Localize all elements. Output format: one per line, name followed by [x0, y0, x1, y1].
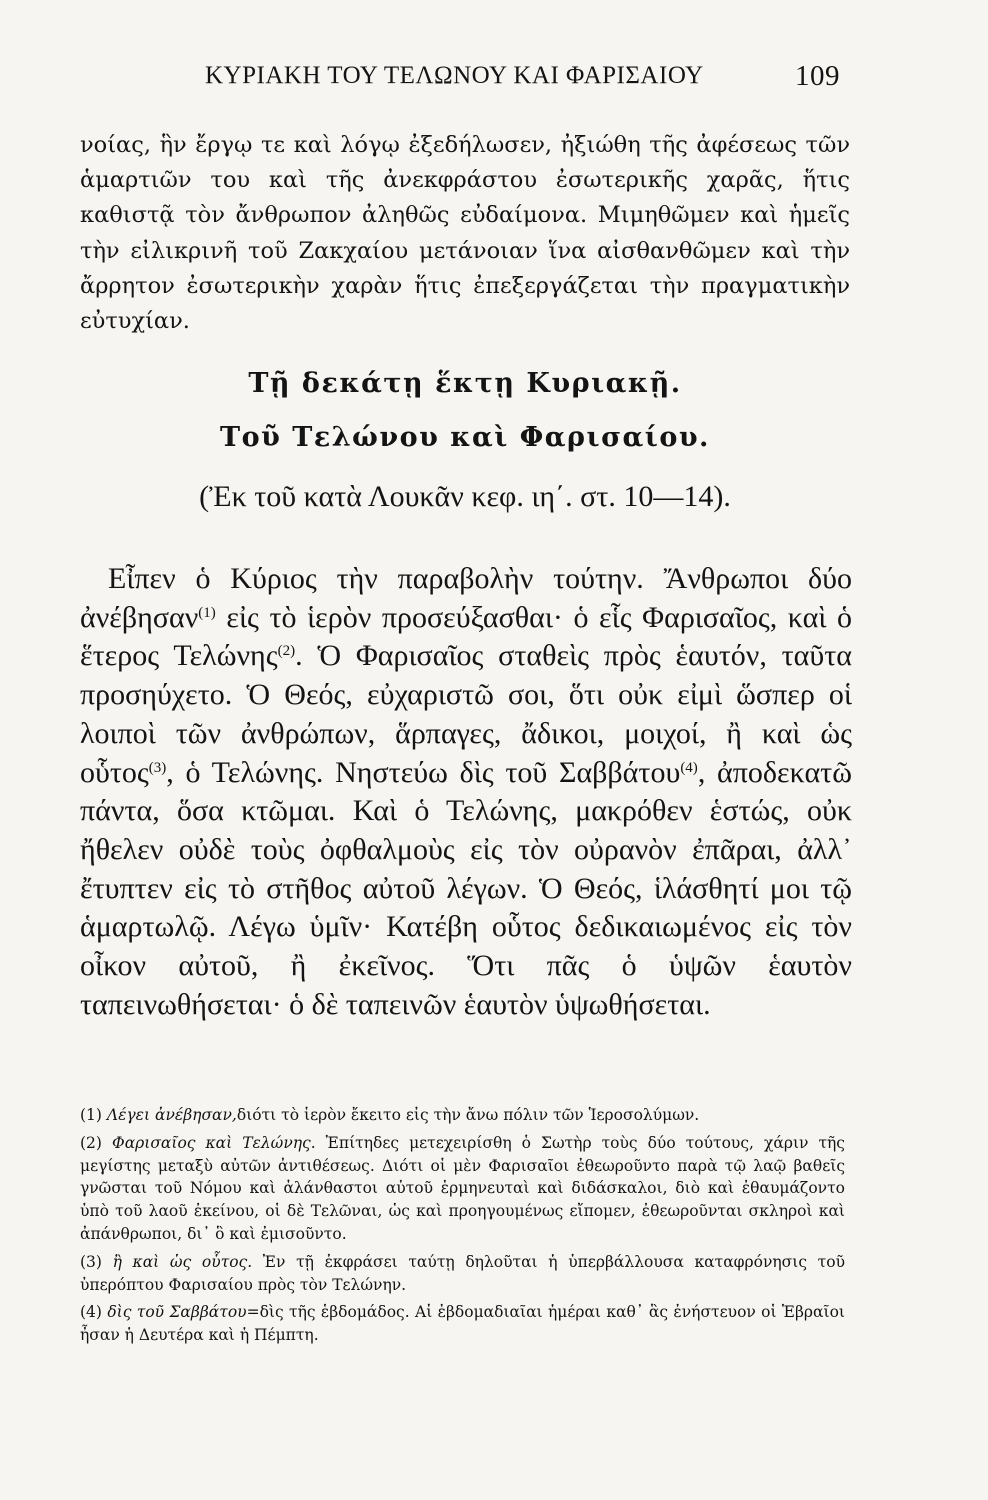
gospel-segment: εἰς τὸ ἱερὸν προσεύξασθαι· ὁ εἷς Φαρισαῖος, καὶ ὁ ἕτερος Τελώνης: [80, 600, 852, 673]
gospel-segment: . Ὁ Φαρισαῖος σταθεὶς πρὸς ἑαυτόν, ταῦτα προσηύχετο. Ὁ Θεός, εὐχαριστῶ σοι, ὅτι οὐκ εἰμὶ ὥσπερ οἱ λοιποὶ τῶν ἀνθρώπων, ἅρπαγες, ἄδικοι, μοιχοί, ἢ καὶ ὡς οὗτος: [80, 639, 853, 789]
page-number: 109: [795, 60, 840, 92]
gospel-segment: , ἀποδεκατῶ πάντα, ὅσα κτῶμαι. Καὶ ὁ Τελώνης, μακρόθεν ἑστώς, οὐκ ἤθελεν οὐδὲ τοὺς ὀφθαλμοὺς εἰς τὸν οὐρανὸν ἐπᾶραι, ἀλλ᾿ ἔτυπτεν εἰς τὸ στῆθος αὐτοῦ λέγων. Ὁ Θεός, ἱλάσθητί μοι τῷ ἁμαρτωλῷ. Λέγω ὑμῖν· Κατέβη οὗτος δεδικαιωμένος εἰς τὸν οἶκον αὐτοῦ, ἢ ἐκεῖνος. Ὅτι πᾶς ὁ ὑψῶν ἑαυτὸν ταπεινωθήσεται· ὁ δὲ ταπεινῶν ἑαυτὸν ὑψωθήσεται.: [80, 755, 852, 1021]
footnote-text: Ἐν τῇ ἐκφράσει ταύτῃ δηλοῦται ἡ ὑπερβάλλουσα καταφρόνησις τοῦ ὑπερόπτου Φαρισαίου πρὸς τὸν Τελώνην.: [80, 1252, 845, 1294]
gospel-segment: , ὁ Τελώνης. Νηστεύω δὶς τοῦ Σαββάτου: [166, 755, 681, 789]
running-title: ΚΥΡΙΑΚΗ ΤΟΥ ΤΕΛΩΝΟΥ ΚΑΙ ΦΑΡΙΣΑΙΟΥ: [205, 62, 704, 89]
footnote: [80, 1251, 845, 1297]
footnote-text: =δὶς τῆς ἑβδομάδος. Αἱ ἑβδομαδιαῖαι ἡμέραι καθ᾿ ἃς ἐνήστευον οἱ Ἑβραῖοι ἦσαν ἡ Δευτέρα καὶ ἡ Πέμπτη.: [80, 1303, 845, 1345]
gospel-text: [80, 560, 852, 1024]
footnotes: [80, 1104, 845, 1352]
footnote-marker: (4): [680, 759, 698, 776]
scripture-reference: (Ἐκ τοῦ κατὰ Λουκᾶν κεφ. ιη΄. στ. 10—14).: [199, 480, 731, 513]
footnote-number: (4): [80, 1303, 102, 1322]
footnote-text: διότι τὸ ἱερὸν ἔκειτο εἰς τὴν ἄνω πόλιν τῶν Ἱεροσολύμων.: [236, 1106, 700, 1124]
footnote-marker: (2): [277, 643, 296, 660]
gospel-segment: Εἶπεν ὁ Κύριος τὴν παραβολὴν τούτην. Ἄνθρωποι δύο ἀνέβησαν: [80, 562, 852, 634]
footnote-lead: Λέγει ἀνέβησαν,: [106, 1106, 237, 1124]
footnote-lead: ἢ καὶ ὡς οὗτος.: [112, 1252, 253, 1271]
footnote-marker: (3): [148, 759, 167, 776]
footnote-text: Ἐπίτηδες μετεχειρίσθη ὁ Σωτὴρ τοὺς δύο τούτους, χάριν τῆς μεγίστης μεταξὺ αὐτῶν ἀντιθέσεως. Διότι οἱ μὲν Φαρισαῖοι ἐθεωροῦντο παρὰ τῷ λαῷ βαθεῖς γνῶσται τοῦ Νόμου καὶ ἀλάνθαστοι αὐτοῦ ἑρμηνευταὶ καὶ διδάσκαλοι, διὸ καὶ ἐθαυμάζοντο ὑπὸ τοῦ λαοῦ ἐκείνου, οἱ δὲ Τελῶναι, ὡς καὶ προηγουμένως εἴπομεν, ἐθεωροῦνται σκληροὶ καὶ ἀπάνθρωποι, δι᾿ ὃ καὶ ἐμισοῦντο.: [80, 1133, 845, 1243]
footnote-number: (2): [80, 1133, 102, 1152]
footnote-number: (1): [80, 1106, 102, 1124]
section-heading-parable: Τοῦ Τελώνου καὶ Φαρισαίου.: [220, 422, 710, 453]
footnote-lead: δὶς τοῦ Σαββάτου: [107, 1303, 247, 1322]
section-heading-sunday: Τῇ δεκάτῃ ἕκτῃ Κυριακῇ.: [248, 368, 682, 399]
footnote: [80, 1132, 845, 1246]
footnote-lead: Φαρισαῖος καὶ Τελώνης.: [111, 1133, 316, 1152]
footnote-marker: (1): [198, 604, 216, 621]
intro-paragraph: νοίας, ἣν ἔργῳ τε καὶ λόγῳ ἐξεδήλωσεν, ἠξιώθη τῆς ἀφέσεως τῶν ἁμαρτιῶν του καὶ τῆς ἀνεκφράστου ἐσωτερικῆς χαρᾶς, ἥτις καθιστᾷ τὸν ἄνθρωπον ἀληθῶς εὐδαίμονα. Μιμηθῶμεν καὶ ἡμεῖς τὴν εἰλικρινῆ τοῦ Ζακχαίου μετάνοιαν ἵνα αἰσθανθῶμεν καὶ τὴν ἄρρητον ἐσωτερικὴν χαρὰν ἥτις ἐπεξεργάζεται τὴν πραγματικὴν εὐτυχίαν.: [80, 132, 850, 335]
footnote: [80, 1104, 845, 1127]
footnote: [80, 1301, 845, 1347]
footnote-number: (3): [80, 1252, 102, 1271]
